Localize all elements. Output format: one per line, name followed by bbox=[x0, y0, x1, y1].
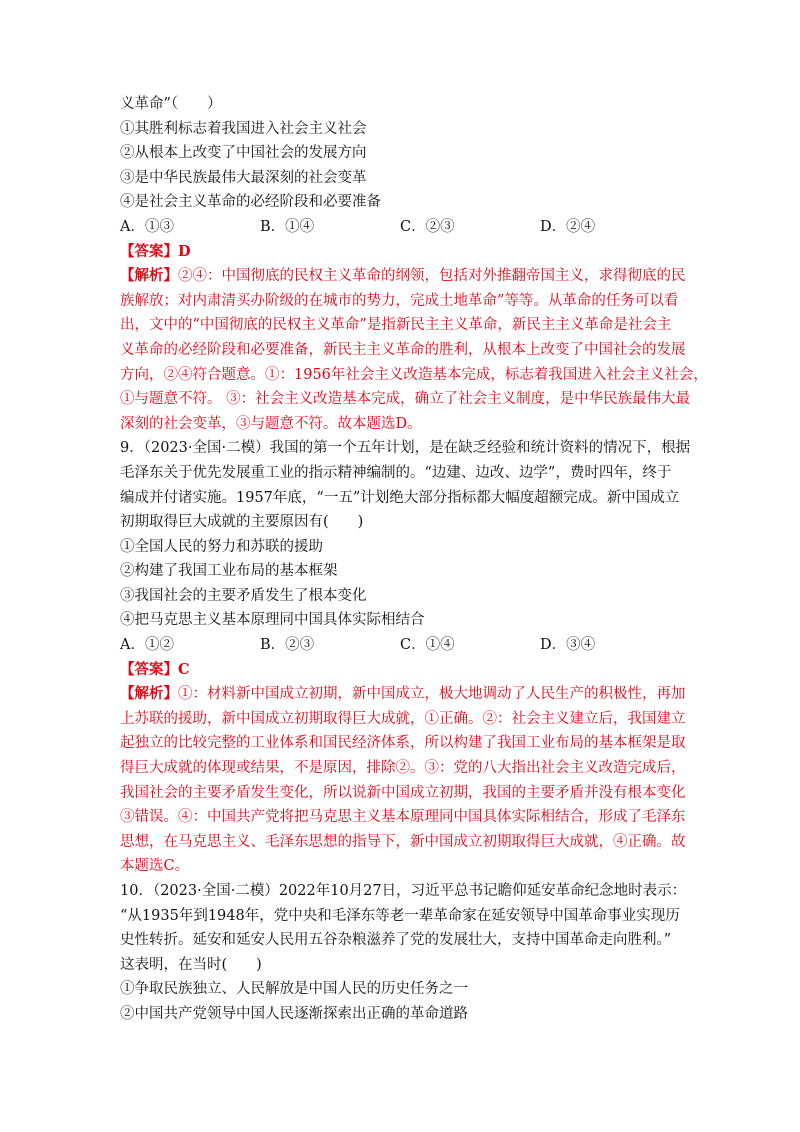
q9-option-c: C．①④ bbox=[400, 637, 455, 654]
q9-analysis-line-4: 得巨大成就的体现或结果，不是原因，排除②。③：党的八大指出社会主义改造完成后， bbox=[120, 760, 686, 777]
q8-answer-value: D bbox=[178, 242, 191, 260]
q8-analysis-label: 【解析】 bbox=[120, 267, 178, 285]
q8-analysis-line-6: ①与题意不符。 ③：社会主义改造基本完成，确立了社会主义制度，是中华民族最伟大最 bbox=[120, 391, 691, 408]
q9-answer-value: C bbox=[178, 660, 190, 678]
q9-options bbox=[120, 633, 690, 658]
q9-analysis-line-7: 思想，在马克思主义、毛泽东思想的指导下，新中国成立初期取得巨大成就，④正确。故 bbox=[120, 833, 686, 850]
q8-item-1: ①其胜利标志着我国进入社会主义社会 bbox=[120, 120, 367, 137]
q8-analysis-line-3: 出，文中的“中国彻底的民权主义革命”是指新民主主义革命，新民主主义革命是社会主 bbox=[120, 317, 672, 334]
q8-analysis-line-7: 深刻的社会变革，③与题意不符。故本题选D。 bbox=[120, 415, 422, 432]
q8-analysis-line-4: 义革命的必经阶段和必要准备，新民主主义革命的胜利，从根本上改变了中国社会的发展 bbox=[120, 341, 686, 358]
q8-option-d: D．②④ bbox=[540, 218, 596, 235]
q9-analysis-line-6: ③错误。④：中国共产党将把马克思主义基本原理同中国具体实际相结合，形成了毛泽东 bbox=[120, 809, 686, 826]
q9-analysis-line-2: 上苏联的援助，新中国成立初期取得巨大成就，①正确。②：社会主义建立后，我国建立 bbox=[120, 710, 686, 727]
q8-analysis-text-1: ②④：中国彻底的民权主义革命的纲领，包括对外推翻帝国主义，求得彻底的民 bbox=[178, 268, 686, 285]
q9-stem-line-4: 初期取得巨大成就的主要原因有( ) bbox=[120, 514, 364, 531]
q10-stem-line-1: 10．（2023·全国·二模）2022年10月27日，习近平总书记瞻仰延安革命纪念地时表示： bbox=[120, 883, 687, 899]
q9-item-4: ④把马克思主义基本原理同中国具体实际相结合 bbox=[120, 612, 425, 629]
q9-answer-label: 【答案】 bbox=[120, 660, 178, 678]
document-page bbox=[120, 92, 708, 1027]
q10-stem-line-3: 史性转折。延安和延安人民用五谷杂粮滋养了党的发展壮大，支持中国革命走向胜利。” bbox=[120, 932, 672, 949]
q9-analysis-line-5: 我国社会的主要矛盾发生变化，所以说新中国成立初期，我国的主要矛盾并没有根本变化 bbox=[120, 784, 686, 801]
q10-stem-line-4: 这表明，在当时( ) bbox=[120, 956, 262, 973]
q8-analysis-line-1 bbox=[120, 264, 690, 289]
q8-answer bbox=[120, 240, 690, 265]
q10-item-2: ②中国共产党领导中国人民逐渐探索出正确的革命道路 bbox=[120, 1005, 468, 1022]
q9-stem-line-2: 毛泽东关于优先发展重工业的指示精神编制的。“边建、边改、边学”，费时四年，终于 bbox=[120, 464, 672, 481]
q8-item-3: ③是中华民族最伟大最深刻的社会变革 bbox=[120, 169, 367, 186]
q8-option-c: C．②③ bbox=[400, 218, 455, 235]
q8-analysis-line-5: 方向，②④符合题意。①：1956年社会主义改造基本完成，标志着我国进入社会主义社会， bbox=[120, 366, 708, 383]
q9-item-1: ①全国人民的努力和苏联的援助 bbox=[120, 538, 323, 555]
q8-item-2: ②从根本上改变了中国社会的发展方向 bbox=[120, 145, 367, 162]
q9-answer bbox=[120, 658, 690, 683]
q8-option-b: B．①④ bbox=[260, 218, 315, 235]
q8-item-4: ④是社会主义革命的必经阶段和必要准备 bbox=[120, 194, 381, 211]
q10-stem-line-2: “从1935年到1948年，党中央和毛泽东等老一辈革命家在延安领导中国革命事业实现历 bbox=[120, 907, 680, 924]
q8-option-a: A．①③ bbox=[120, 218, 174, 235]
q9-analysis-line-1 bbox=[120, 682, 690, 707]
q9-option-d: D．③④ bbox=[540, 637, 596, 654]
q9-item-3: ③我国社会的主要矛盾发生了根本变化 bbox=[120, 587, 367, 604]
q8-answer-label: 【答案】 bbox=[120, 242, 178, 260]
q9-analysis-label: 【解析】 bbox=[120, 685, 178, 703]
q9-option-b: B．②③ bbox=[260, 637, 315, 654]
q9-item-2: ②构建了我国工业布局的基本框架 bbox=[120, 563, 338, 580]
q8-analysis-line-2: 族解放；对内肃清买办阶级的在城市的势力，完成土地革命”等等。从革命的任务可以看 bbox=[120, 292, 679, 309]
q9-option-a: A．①② bbox=[120, 637, 174, 654]
q9-stem-line-3: 编成并付诸实施。1957年底，“一五”计划绝大部分指标都大幅度超额完成。新中国成立 bbox=[120, 489, 680, 506]
q8-stem-tail: 义革命”（ ） bbox=[120, 96, 222, 112]
q9-analysis-line-8: 本题选C。 bbox=[120, 858, 190, 875]
q9-analysis-text-1: ①：材料新中国成立初期，新中国成立，极大地调动了人民生产的积极性，再加 bbox=[178, 686, 686, 703]
q8-options bbox=[120, 215, 690, 240]
q9-analysis-line-3: 起独立的比较完整的工业体系和国民经济体系，所以构建了我国工业布局的基本框架是取 bbox=[120, 735, 686, 752]
q10-item-1: ①争取民族独立、人民解放是中国人民的历史任务之一 bbox=[120, 981, 468, 998]
q9-stem-line-1: 9．（2023·全国·二模）我国的第一个五年计划，是在缺乏经验和统计资料的情况下，根据 bbox=[120, 440, 691, 457]
